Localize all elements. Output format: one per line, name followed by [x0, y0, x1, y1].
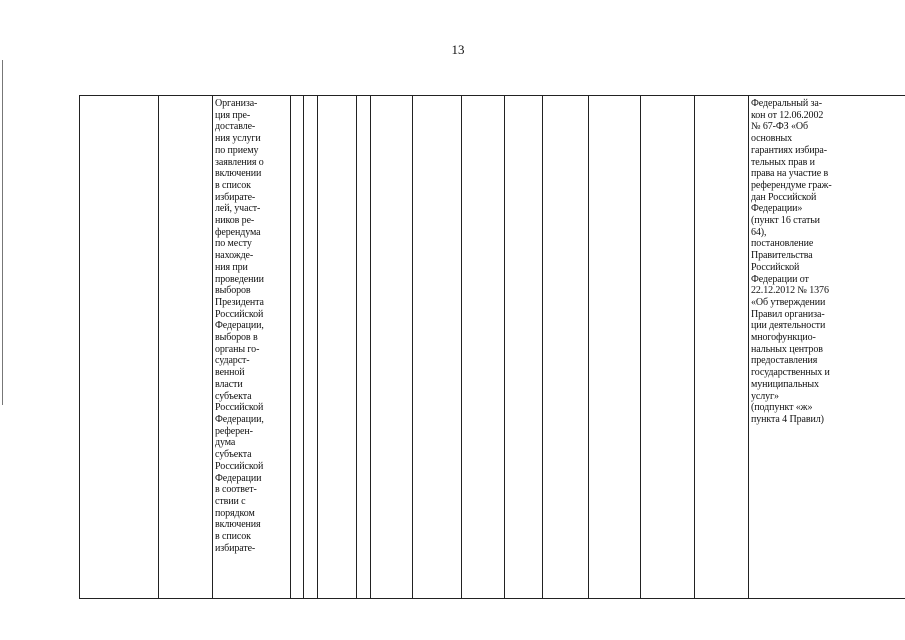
table-cell-7	[357, 96, 371, 599]
legal-basis-cell	[749, 96, 905, 599]
table-cell-15	[695, 96, 749, 599]
table-cell-14	[641, 96, 695, 599]
service-name-cell	[213, 96, 291, 599]
table-cell-1	[80, 96, 159, 599]
table-cell-10	[462, 96, 505, 599]
table-cell-12	[543, 96, 589, 599]
table-cell-9	[413, 96, 462, 599]
legal-basis-text: Федеральный за- кон от 12.06.2002 № 67-ФЗ «Об основных гарантиях избира- тельных прав и права на участие в референдуме граж- дан Российской Федерации» (пункт 16 статьи 64), постановление Правительства Российской Федерации от 22.12.2012 № 1376 «Об утверждении Правил организа- ции деятельности многофункцио- нальных центров предоставления государственных и муниципальных услуг» (подпункт «ж» пункта 4 Правил)	[751, 98, 832, 425]
table-cell-2	[159, 96, 213, 599]
page-number: 13	[451, 42, 465, 57]
service-name-text: Организа- ция пре- доставле- ния услуги по приему заявления о включении в список избирате- лей, участ- ников ре- ферендума по месту нахожде- ния при проведении выборов Президента Российской Федерации, выборов в органы го- сударст- венной власти субъекта Российской Федерации, референ- дума субъекта Российской Федерации в соответ- ствии с порядком включения в список избирате-	[215, 98, 264, 554]
table-cell-11	[505, 96, 543, 599]
table-cell-4	[291, 96, 304, 599]
page-edge-line	[2, 60, 3, 405]
table-cell-13	[589, 96, 641, 599]
table-cell-8	[371, 96, 413, 599]
services-table	[79, 95, 905, 599]
table-cell-6	[318, 96, 357, 599]
table-cell-5	[304, 96, 318, 599]
table-row	[80, 96, 905, 599]
